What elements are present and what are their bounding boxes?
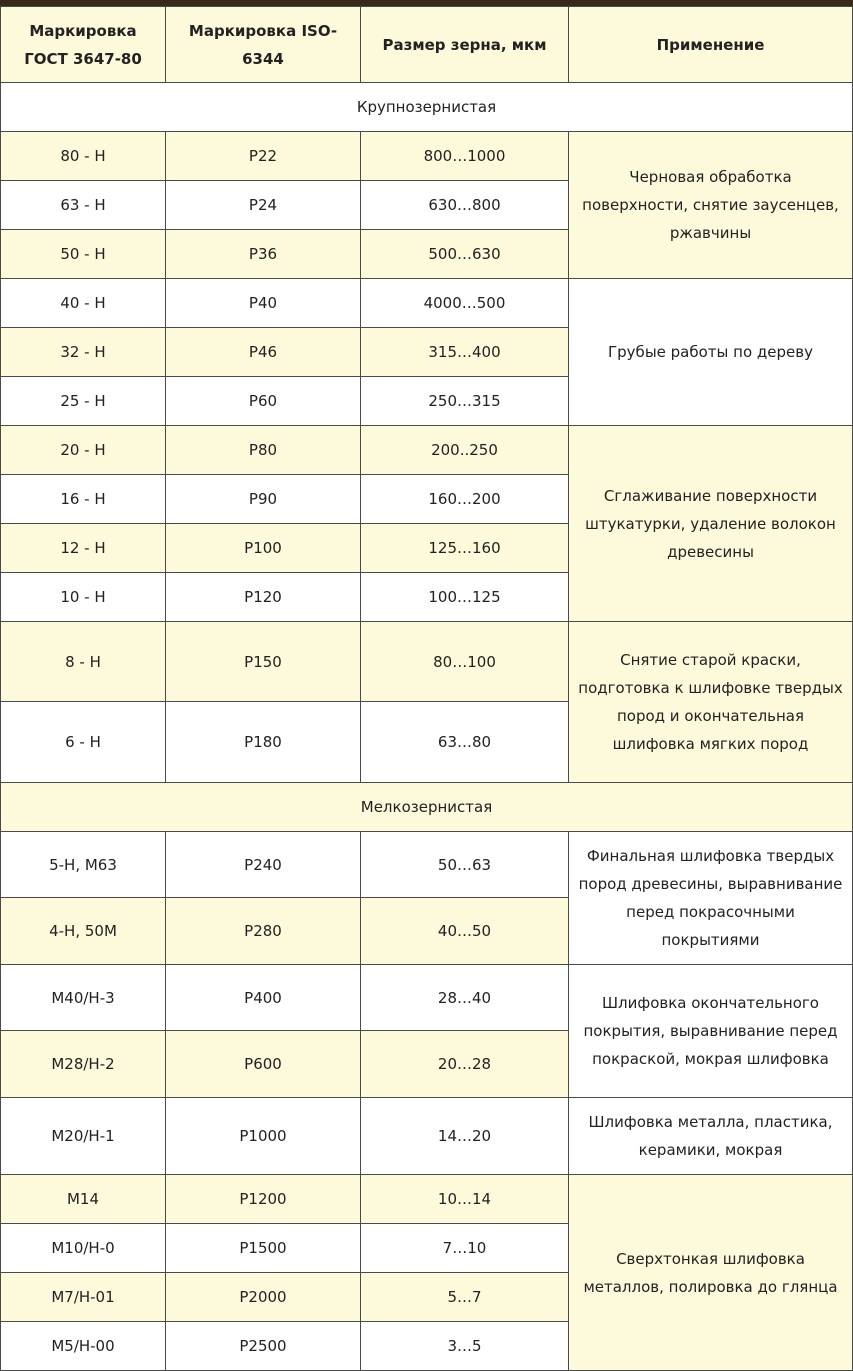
cell-size: 630…800 (361, 181, 569, 230)
cell-iso: P80 (166, 426, 361, 475)
cell-gost: 32 - Н (1, 328, 166, 377)
cell-iso: P60 (166, 377, 361, 426)
table-row (1, 132, 853, 181)
header-application: Применение (569, 7, 853, 83)
table-row (1, 622, 853, 702)
table-row (1, 965, 853, 1031)
section-fine: Мелкозернистая (1, 783, 853, 832)
cell-application: Финальная шлифовка твердых пород древесины, выравнивание перед покрасочными покрытиями (569, 832, 853, 965)
cell-size: 5…7 (361, 1273, 569, 1322)
cell-gost: 16 - Н (1, 475, 166, 524)
header-grain-size: Размер зерна, мкм (361, 7, 569, 83)
cell-iso: P400 (166, 965, 361, 1031)
cell-gost: М7/Н-01 (1, 1273, 166, 1322)
cell-iso: P90 (166, 475, 361, 524)
cell-gost: М14 (1, 1175, 166, 1224)
table-row (1, 1175, 853, 1224)
cell-gost: 6 - Н (1, 702, 166, 783)
cell-gost: 63 - Н (1, 181, 166, 230)
cell-iso: P2000 (166, 1273, 361, 1322)
table-row (1, 279, 853, 328)
abrasive-grit-table (0, 6, 853, 1371)
cell-iso: P46 (166, 328, 361, 377)
cell-size: 20…28 (361, 1031, 569, 1098)
cell-size: 160…200 (361, 475, 569, 524)
cell-application: Грубые работы по дереву (569, 279, 853, 426)
cell-iso: P180 (166, 702, 361, 783)
cell-iso: P120 (166, 573, 361, 622)
cell-size: 100…125 (361, 573, 569, 622)
cell-gost: 4-Н, 50М (1, 898, 166, 965)
header-gost: Маркировка ГОСТ 3647-80 (1, 7, 166, 83)
cell-application: Шлифовка окончательного покрытия, выравнивание перед покраской, мокрая шлифовка (569, 965, 853, 1098)
cell-gost: 40 - Н (1, 279, 166, 328)
cell-gost: М20/Н-1 (1, 1098, 166, 1175)
cell-application: Сглаживание поверхности штукатурки, удаление волокон древесины (569, 426, 853, 622)
cell-gost: 12 - Н (1, 524, 166, 573)
cell-gost: 5-Н, М63 (1, 832, 166, 898)
cell-gost: М5/Н-00 (1, 1322, 166, 1371)
cell-size: 63…80 (361, 702, 569, 783)
cell-size: 28…40 (361, 965, 569, 1031)
cell-size: 14…20 (361, 1098, 569, 1175)
cell-iso: P1500 (166, 1224, 361, 1273)
cell-size: 7…10 (361, 1224, 569, 1273)
cell-gost: 20 - Н (1, 426, 166, 475)
cell-gost: М10/Н-0 (1, 1224, 166, 1273)
cell-gost: М40/Н-3 (1, 965, 166, 1031)
cell-iso: P240 (166, 832, 361, 898)
cell-size: 10…14 (361, 1175, 569, 1224)
cell-size: 800…1000 (361, 132, 569, 181)
cell-iso: P600 (166, 1031, 361, 1098)
cell-size: 40…50 (361, 898, 569, 965)
cell-size: 50…63 (361, 832, 569, 898)
cell-iso: P2500 (166, 1322, 361, 1371)
cell-size: 4000…500 (361, 279, 569, 328)
cell-iso: P36 (166, 230, 361, 279)
cell-size: 125…160 (361, 524, 569, 573)
cell-application: Снятие старой краски, подготовка к шлифовке твердых пород и окончательная шлифовка мягких пород (569, 622, 853, 783)
cell-application: Шлифовка металла, пластика, керамики, мокрая (569, 1098, 853, 1175)
cell-iso: P22 (166, 132, 361, 181)
header-iso: Маркировка ISO-6344 (166, 7, 361, 83)
cell-size: 3…5 (361, 1322, 569, 1371)
cell-application: Черновая обработка поверхности, снятие заусенцев, ржавчины (569, 132, 853, 279)
cell-gost: 10 - Н (1, 573, 166, 622)
table-row (1, 1098, 853, 1175)
cell-gost: 80 - Н (1, 132, 166, 181)
cell-size: 200..250 (361, 426, 569, 475)
cell-iso: P24 (166, 181, 361, 230)
table-row (1, 832, 853, 898)
cell-iso: P1200 (166, 1175, 361, 1224)
section-row-coarse (1, 83, 853, 132)
cell-iso: P280 (166, 898, 361, 965)
cell-size: 315…400 (361, 328, 569, 377)
section-coarse: Крупнозернистая (1, 83, 853, 132)
header-row (1, 7, 853, 83)
section-row-fine (1, 783, 853, 832)
cell-iso: P100 (166, 524, 361, 573)
cell-iso: P150 (166, 622, 361, 702)
cell-gost: 50 - Н (1, 230, 166, 279)
cell-size: 250…315 (361, 377, 569, 426)
cell-gost: 8 - Н (1, 622, 166, 702)
cell-iso: P40 (166, 279, 361, 328)
table-row (1, 426, 853, 475)
cell-iso: P1000 (166, 1098, 361, 1175)
cell-gost: М28/Н-2 (1, 1031, 166, 1098)
cell-gost: 25 - Н (1, 377, 166, 426)
cell-size: 500…630 (361, 230, 569, 279)
cell-application: Сверхтонкая шлифовка металлов, полировка до глянца (569, 1175, 853, 1371)
cell-size: 80…100 (361, 622, 569, 702)
